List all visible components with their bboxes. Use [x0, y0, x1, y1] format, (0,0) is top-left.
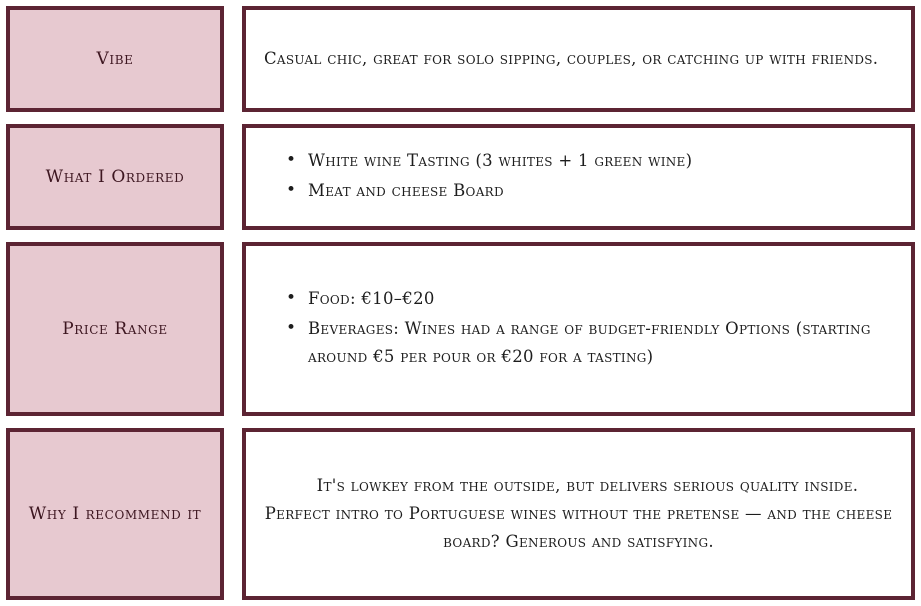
row-label-text: Why I recommend it	[28, 503, 202, 524]
bullet-list	[264, 147, 893, 207]
table-row	[0, 236, 921, 422]
list-item: • White wine Tasting (3 whites + 1 green wine)	[294, 147, 893, 175]
table-row	[0, 0, 921, 118]
row-content-paragraph: It's lowkey from the outside, but delivers serious quality inside. Perfect intro to Portuguese wines without the pretense — and the cheese board? Generous and satisfying.	[264, 475, 893, 552]
bullet-list	[264, 285, 893, 373]
row-label-cell-what-i-ordered	[6, 124, 224, 230]
list-item: • Food: €10–€20	[294, 285, 893, 313]
table-row	[0, 422, 921, 606]
row-label-cell-vibe	[6, 6, 224, 112]
list-item: • Beverages: Wines had a range of budget-friendly Options (starting around €5 per pour or €20 for a tasting)	[294, 315, 893, 371]
row-label-text: What I Ordered	[45, 166, 185, 187]
list-item: • Meat and cheese Board	[294, 177, 893, 205]
row-content-cell-why-i-recommend-it	[242, 428, 915, 600]
row-content-cell-what-i-ordered	[242, 124, 915, 230]
row-label-cell-price-range	[6, 242, 224, 416]
row-label-text: Vibe	[96, 48, 134, 69]
row-label-text: Price Range	[62, 318, 168, 339]
row-label-cell-why-i-recommend-it	[6, 428, 224, 600]
row-content-paragraph: Casual chic, great for solo sipping, couples, or catching up with friends.	[264, 48, 879, 68]
row-content-cell-vibe	[242, 6, 915, 112]
row-content-cell-price-range	[242, 242, 915, 416]
table-row	[0, 118, 921, 236]
